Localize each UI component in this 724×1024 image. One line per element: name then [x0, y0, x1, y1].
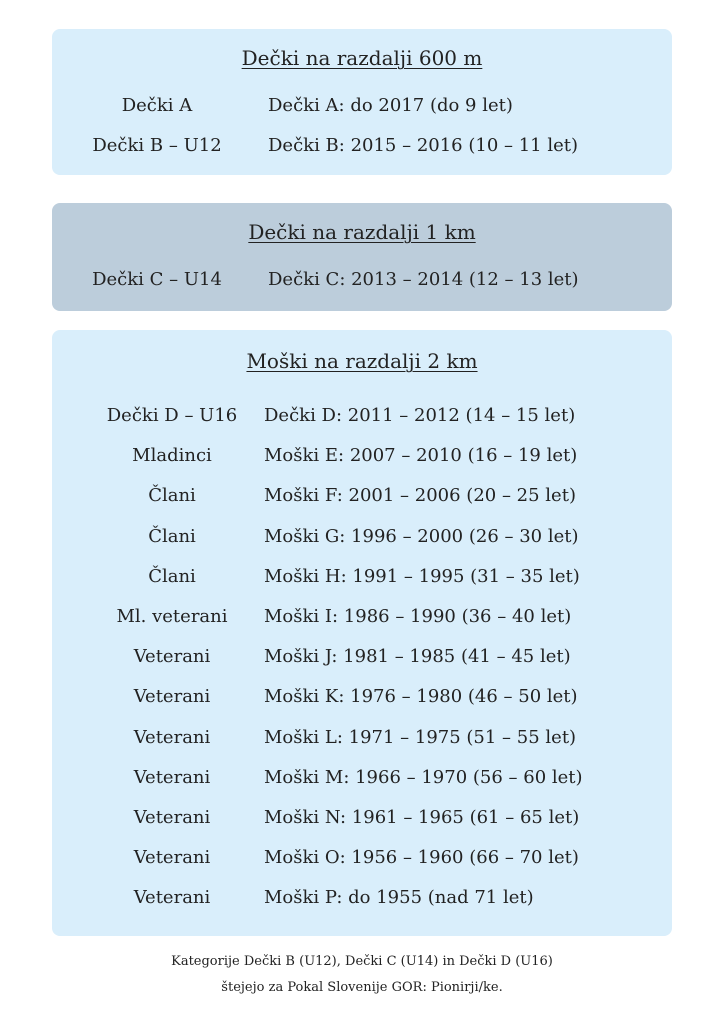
category-description: Moški K: 1976 – 1980 (46 – 50 let): [264, 686, 578, 708]
category-name: Dečki C – U14: [92, 269, 222, 290]
category-name: Mladinci: [132, 445, 212, 467]
category-description: Dečki B: 2015 – 2016 (10 – 11 let): [268, 135, 579, 156]
category-description: Moški M: 1966 – 1970 (56 – 60 let): [264, 766, 583, 788]
category-description: Moški F: 2001 – 2006 (20 – 25 let): [264, 485, 576, 507]
category-name: Dečki D – U16: [106, 405, 238, 426]
category-name: Veterani: [133, 726, 211, 748]
category-row: [52, 767, 672, 797]
category-description: Moški J: 1981 – 1985 (41 – 45 let): [264, 646, 571, 668]
category-name: Veterani: [133, 847, 211, 869]
category-name: Veterani: [133, 646, 211, 668]
category-description: Moški L: 1971 – 1975 (51 – 55 let): [264, 726, 577, 748]
category-name: Veterani: [133, 807, 211, 828]
section-title: Dečki na razdalji 1 km: [248, 220, 476, 244]
category-row: [52, 445, 672, 475]
category-name: Veterani: [133, 766, 211, 788]
category-row: [52, 887, 672, 917]
category-description: Moški H: 1991 – 1995 (31 – 35 let): [264, 565, 580, 587]
category-row: [52, 485, 672, 515]
category-name: Veterani: [133, 686, 211, 708]
category-row: [52, 847, 672, 877]
section-1km-card: [52, 203, 672, 311]
category-description: Moški G: 1996 – 2000 (26 – 30 let): [264, 525, 579, 547]
footer-note-line-1: Kategorije Dečki B (U12), Dečki C (U14) in Dečki D (U16): [171, 954, 553, 969]
category-name: Veterani: [133, 887, 211, 909]
category-row: [52, 95, 672, 125]
footer-note-line-2: štejejo za Pokal Slovenije GOR: Pionirji/ke.: [221, 980, 503, 995]
category-row: [52, 405, 672, 435]
category-row: [52, 526, 672, 556]
category-name: Dečki B – U12: [92, 135, 222, 156]
category-description: Dečki A: do 2017 (do 9 let): [268, 95, 513, 116]
category-description: Moški N: 1961 – 1965 (61 – 65 let): [264, 807, 580, 828]
category-row: [52, 606, 672, 636]
category-row: [52, 135, 672, 165]
category-name: Člani: [148, 485, 196, 507]
section-title: Dečki na razdalji 600 m: [241, 46, 483, 70]
category-name: Člani: [148, 525, 196, 547]
category-row: [52, 646, 672, 676]
category-description: Moški P: do 1955 (nad 71 let): [264, 887, 534, 909]
category-description: Dečki C: 2013 – 2014 (12 – 13 let): [268, 269, 579, 290]
category-description: Dečki D: 2011 – 2012 (14 – 15 let): [264, 405, 576, 426]
category-name: Člani: [148, 565, 196, 587]
category-description: Moški E: 2007 – 2010 (16 – 19 let): [264, 445, 578, 467]
category-row: [52, 269, 672, 299]
category-row: [52, 686, 672, 716]
category-row: [52, 727, 672, 757]
section-title: Moški na razdalji 2 km: [246, 349, 478, 373]
category-description: Moški I: 1986 – 1990 (36 – 40 let): [264, 606, 572, 627]
section-600m-card: [52, 29, 672, 175]
category-row: [52, 807, 672, 837]
category-name: Ml. veterani: [116, 606, 228, 627]
category-description: Moški O: 1956 – 1960 (66 – 70 let): [264, 847, 579, 869]
category-row: [52, 566, 672, 596]
category-name: Dečki A: [121, 95, 193, 116]
section-2km-card: [52, 330, 672, 936]
